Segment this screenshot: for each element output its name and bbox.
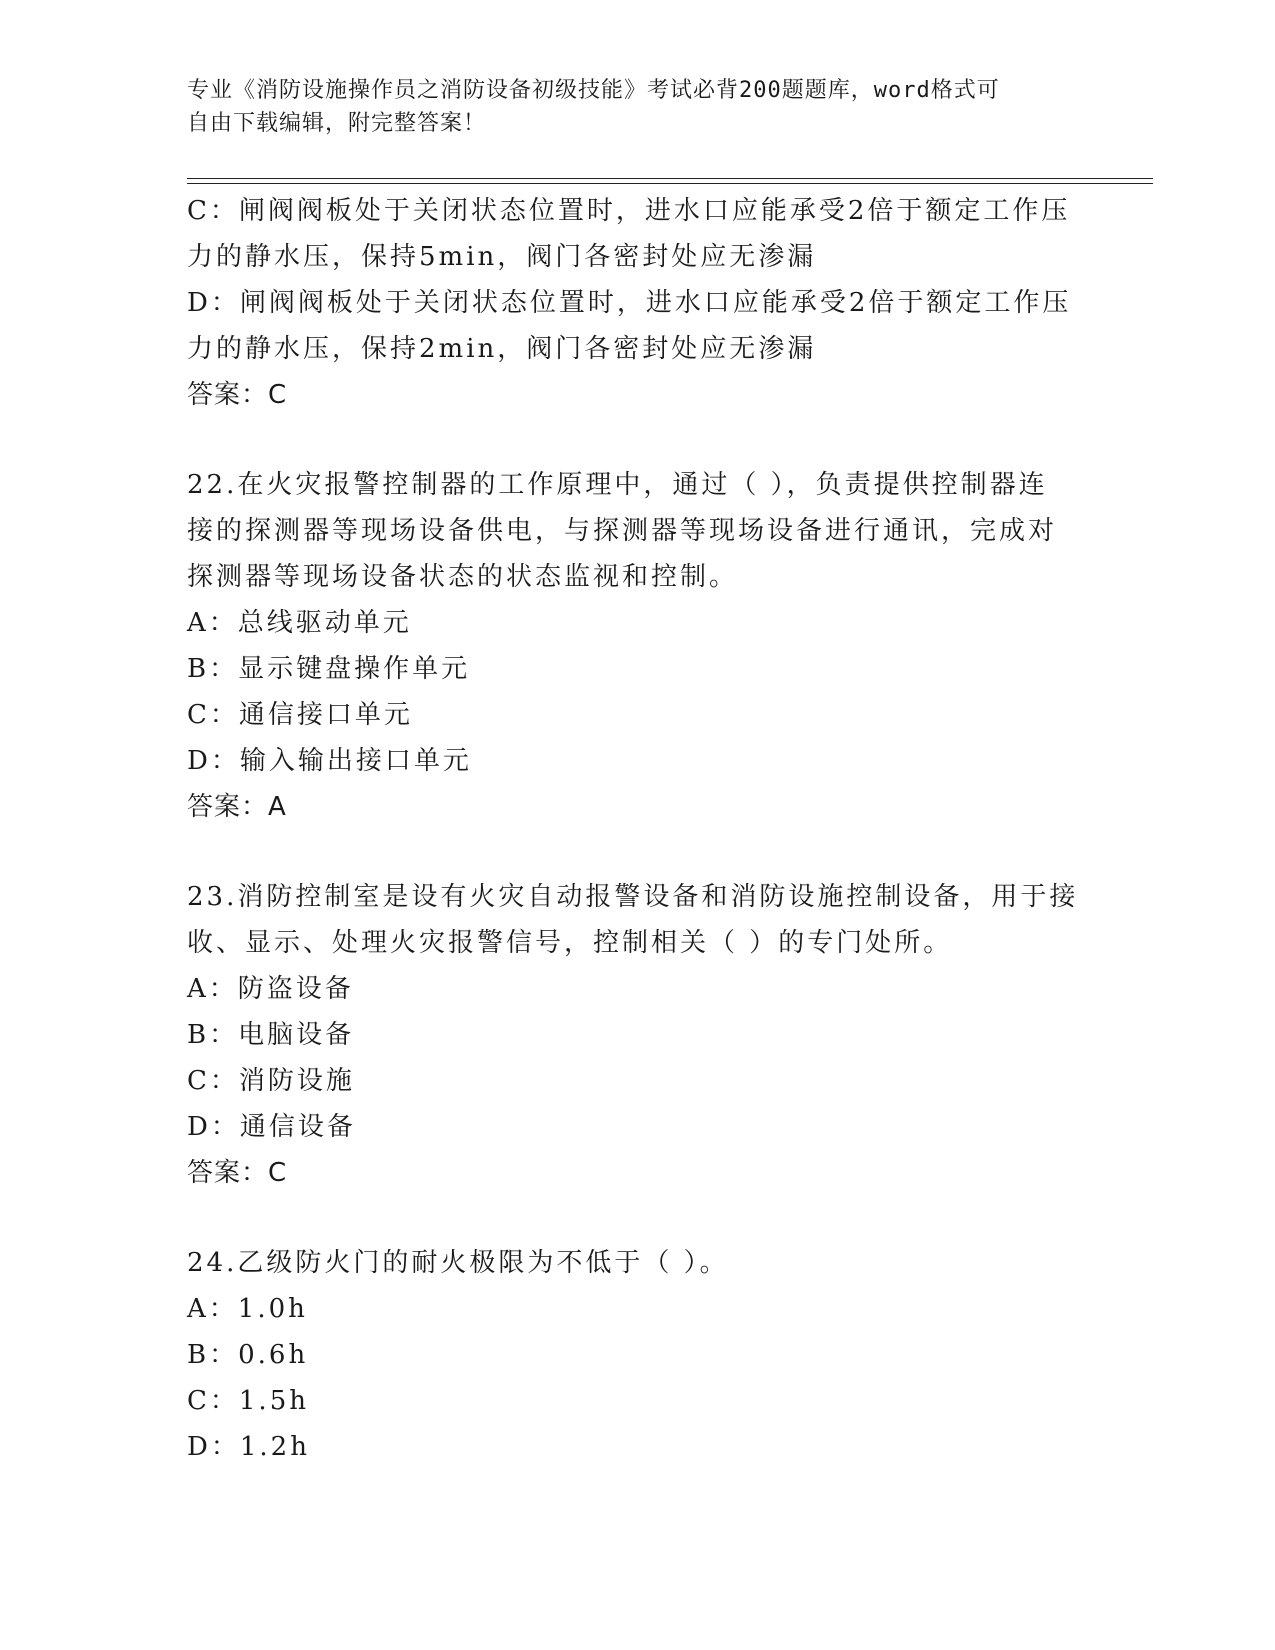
document-header — [187, 74, 1087, 140]
header-title-line-1: 专业《消防设施操作员之消防设备初级技能》考试必背200题题库，word格式可 — [187, 78, 1000, 103]
q23-answer: 答案：C — [187, 1158, 288, 1188]
q21-option-c-line-1: C：闸阀阀板处于关闭状态位置时，进水口应能承受2倍于额定工作压 — [187, 196, 1071, 226]
q23-option-d: D：通信设备 — [187, 1112, 356, 1142]
q24-option-c: C：1.5h — [187, 1386, 309, 1416]
q24-option-b: B：0.6h — [187, 1340, 309, 1370]
question-23 — [187, 874, 1087, 1196]
q23-option-c: C：消防设施 — [187, 1066, 355, 1096]
q23-option-a: A：防盗设备 — [187, 974, 354, 1004]
q24-option-d: D：1.2h — [187, 1432, 310, 1462]
q23-option-b: B：电脑设备 — [187, 1020, 355, 1050]
q23-stem-line-2: 收、显示、处理火灾报警信号，控制相关（ ）的专门处所。 — [187, 928, 953, 958]
q22-option-d: D：输入输出接口单元 — [187, 746, 472, 776]
q21-answer: 答案：C — [187, 380, 288, 410]
q21-option-d-line-2: 力的静水压，保持2min，阀门各密封处应无渗漏 — [187, 334, 817, 364]
header-title-line-2: 自由下载编辑，附完整答案！ — [187, 111, 487, 136]
q21-option-c-line-2: 力的静水压，保持5min，阀门各密封处应无渗漏 — [187, 242, 817, 272]
header-divider-top — [187, 178, 1153, 179]
question-22 — [187, 462, 1087, 830]
q24-option-a: A：1.0h — [187, 1294, 308, 1324]
q23-stem-line-1: 23.消防控制室是设有火灾自动报警设备和消防设施控制设备，用于接 — [187, 882, 1079, 912]
document-body — [187, 188, 1087, 1470]
q22-stem-line-3: 探测器等现场设备状态的状态监视和控制。 — [187, 562, 739, 592]
q24-stem-line-1: 24.乙级防火门的耐火极限为不低于（ ）。 — [187, 1248, 729, 1278]
spacer — [187, 1196, 1087, 1240]
question-24 — [187, 1240, 1087, 1470]
q22-stem-line-1: 22.在火灾报警控制器的工作原理中，通过（ ），负责提供控制器连 — [187, 470, 1048, 500]
question-21 — [187, 188, 1087, 418]
q22-stem-line-2: 接的探测器等现场设备供电，与探测器等现场设备进行通讯，完成对 — [187, 516, 1058, 546]
q22-option-c: C：通信接口单元 — [187, 700, 413, 730]
header-divider-bottom — [187, 183, 1153, 184]
q22-option-a: A：总线驱动单元 — [187, 608, 412, 638]
q21-option-d-line-1: D：闸阀阀板处于关闭状态位置时，进水口应能承受2倍于额定工作压 — [187, 288, 1072, 318]
spacer — [187, 418, 1087, 462]
q22-option-b: B：显示键盘操作单元 — [187, 654, 471, 684]
spacer — [187, 830, 1087, 874]
q22-answer: 答案：A — [187, 792, 287, 822]
